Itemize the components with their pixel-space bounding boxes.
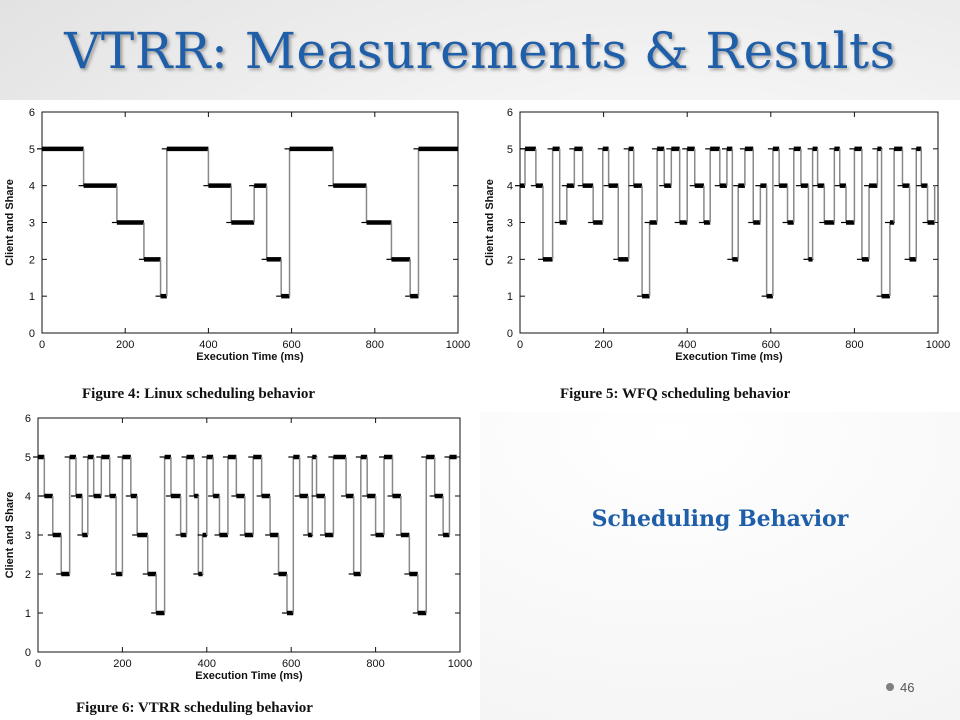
x-tick-label: 400 [678, 339, 697, 351]
x-tick-label: 1000 [447, 658, 473, 670]
vtrr-chart-panel [0, 408, 480, 720]
linux-chart [0, 100, 480, 412]
wfq-chart-caption: Figure 5: WFQ scheduling behavior [560, 386, 791, 402]
y-tick-label: 5 [24, 452, 31, 464]
slide-number: 46 [900, 680, 915, 695]
x-tick-label: 400 [199, 339, 218, 351]
x-tick-label: 0 [516, 339, 524, 351]
x-tick-label: 1000 [925, 339, 951, 351]
vtrr-chart-caption: Figure 6: VTRR scheduling behavior [76, 700, 313, 716]
wfq-chart-panel [480, 100, 960, 412]
y-tick-label: 6 [506, 107, 513, 119]
y-tick-label: 6 [24, 413, 31, 425]
y-tick-label: 3 [28, 217, 35, 230]
plot-frame [520, 112, 938, 333]
y-tick-label: 5 [28, 143, 35, 156]
y-tick-label: 2 [24, 569, 31, 581]
y-tick-label: 4 [28, 180, 35, 193]
y-tick-label: 4 [24, 491, 31, 503]
y-tick-label: 6 [28, 107, 35, 119]
x-tick-label: 600 [282, 658, 301, 670]
x-tick-label: 0 [34, 658, 42, 670]
wfq-chart [480, 100, 960, 412]
y-tick-label: 3 [506, 217, 513, 230]
x-tick-label: 200 [113, 658, 132, 670]
y-tick-label: 1 [28, 291, 35, 304]
slide-title: VTRR: Measurements & Results [64, 22, 896, 80]
y-tick-label: 0 [24, 647, 31, 659]
x-axis-label: Execution Time (ms) [196, 351, 304, 363]
x-axis-label: Execution Time (ms) [675, 351, 783, 363]
x-tick-label: 800 [366, 658, 385, 670]
x-axis-label: Execution Time (ms) [195, 670, 303, 682]
y-tick-label: 0 [28, 328, 35, 340]
y-tick-label: 2 [28, 254, 35, 267]
y-tick-label: 5 [506, 143, 513, 156]
x-tick-label: 600 [282, 339, 301, 351]
y-tick-label: 1 [506, 291, 513, 304]
vtrr-chart [0, 408, 480, 720]
x-tick-label: 400 [197, 658, 216, 670]
x-tick-label: 1000 [445, 339, 471, 351]
y-tick-label: 0 [506, 328, 513, 340]
y-axis-label: Client and Share [4, 179, 16, 266]
x-tick-label: 200 [594, 339, 613, 351]
linux-chart-panel [0, 100, 480, 412]
slide-number-dot [886, 683, 894, 691]
x-tick-label: 800 [365, 339, 384, 351]
slide-subtitle: Scheduling Behavior [591, 506, 849, 532]
x-tick-label: 0 [38, 339, 46, 351]
y-tick-label: 4 [506, 180, 513, 193]
y-axis-label: Client and Share [4, 491, 16, 579]
y-axis-label: Client and Share [484, 179, 496, 266]
y-tick-label: 3 [24, 530, 31, 542]
y-tick-label: 1 [24, 608, 31, 620]
y-tick-label: 2 [506, 254, 513, 267]
x-tick-label: 600 [761, 339, 780, 351]
x-tick-label: 800 [845, 339, 864, 351]
linux-chart-caption: Figure 4: Linux scheduling behavior [82, 386, 316, 402]
x-tick-label: 200 [116, 339, 135, 351]
